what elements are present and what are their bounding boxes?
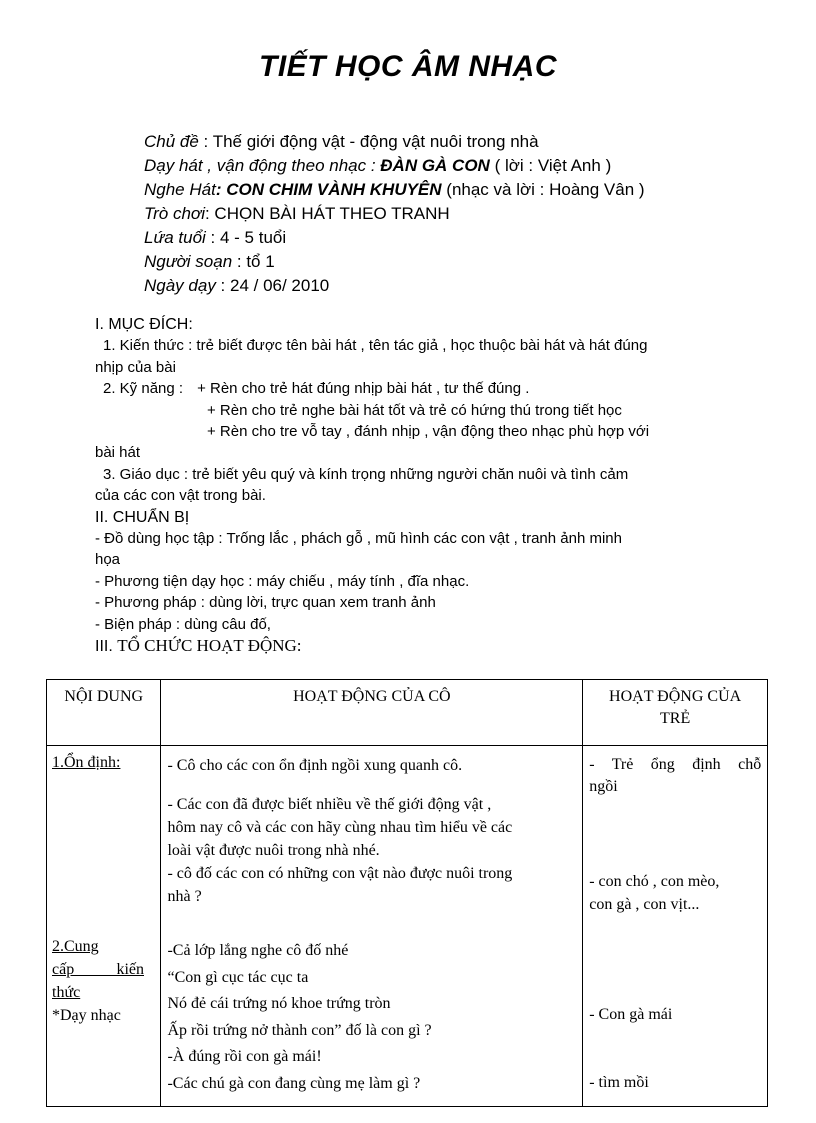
- date-row: [144, 274, 645, 298]
- teacher-line: hôm nay cô và các con hãy cùng nhau tìm hiểu về các: [167, 819, 513, 836]
- activities-title: TỔ CHỨC HOẠT ĐỘNG:: [117, 636, 302, 656]
- skill-2: + Rèn cho trẻ nghe bài hát tốt và trẻ có hứng thú trong tiết học: [207, 401, 622, 419]
- song-row: [144, 154, 645, 178]
- prep-measure: - Biện pháp : dùng câu đố,: [95, 615, 271, 633]
- prep-materials-cont: họa: [95, 551, 121, 569]
- teacher-line: Ấp rồi trứng nở thành con” đố là con gì ?: [167, 1021, 432, 1039]
- children-response-3: - Con gà mái: [589, 1006, 673, 1023]
- topic-row: [144, 130, 645, 154]
- content-cell: [47, 746, 161, 1107]
- activity-table: [46, 679, 768, 1107]
- teacher-line: - Các con đã được biết nhiều về thế giới động vật ,: [167, 796, 492, 813]
- date-value: : 24 / 06/ 2010: [215, 276, 330, 295]
- prep-equipment: - Phương tiện dạy học : máy chiếu , máy tính , đĩa nhạc.: [95, 572, 470, 590]
- author-label: Người soạn: [144, 252, 233, 271]
- objective-education: 3. Giáo dục : trẻ biết yêu quý và kính trọng những người chăn nuôi và tình cảm: [103, 465, 629, 483]
- objective-education-cont: của các con vật trong bài.: [95, 487, 266, 505]
- topic-value: : Thế giới động vật - động vật nuôi trong nhà: [198, 132, 539, 151]
- step-music: *Dạy nhạc: [52, 1007, 121, 1024]
- lesson-body: [95, 314, 735, 658]
- teacher-line: “Con gì cục tác cục ta: [167, 968, 309, 986]
- objective-knowledge-cont: nhịp của bài: [95, 358, 176, 376]
- step-knowledge-1: 2.Cung: [52, 938, 99, 955]
- teacher-line: nhà ?: [167, 888, 202, 905]
- teacher-line: -Cả lớp lắng nghe cô đố nhé: [167, 942, 349, 959]
- header-children: [583, 680, 768, 746]
- prep-materials: - Đồ dùng học tập : Trống lắc , phách gỗ , mũ hình các con vật , tranh ảnh minh: [95, 530, 622, 548]
- step-knowledge-3: thức: [52, 984, 81, 1001]
- age-row: [144, 226, 645, 250]
- skill-3: + Rèn cho tre vỗ tay , đánh nhịp , vận động theo nhạc phù hợp với: [207, 423, 650, 441]
- song-label: Dạy hát , vận động theo nhạc :: [144, 156, 381, 175]
- author-value: : tổ 1: [232, 252, 275, 271]
- step-stabilize: 1.Ổn định:: [52, 754, 121, 771]
- teacher-line: -Các chú gà con đang cùng mẹ làm gì ?: [167, 1074, 421, 1092]
- section-preparation-heading: II. CHUẨN BỊ: [95, 508, 190, 526]
- listening-song: : CON CHIM VÀNH KHUYÊN: [215, 180, 442, 199]
- section-objectives-heading: I. MỤC ĐÍCH:: [95, 316, 193, 333]
- skill-1: + Rèn cho trẻ hát đúng nhịp bài hát , tư thế đúng .: [197, 380, 530, 398]
- listening-label: Nghe Hát: [144, 180, 216, 199]
- teacher-cell: [161, 746, 583, 1107]
- lesson-info: [144, 130, 645, 298]
- prep-method: - Phương pháp : dùng lời, trực quan xem tranh ảnh: [95, 594, 436, 612]
- children-line: ngồi: [589, 778, 618, 795]
- game-row: [144, 202, 645, 226]
- table-row: [47, 746, 768, 1107]
- teacher-block-1: [167, 754, 577, 908]
- author-row: [144, 250, 645, 274]
- teacher-line: - Cô cho các con ổn định ngồi xung quanh cô.: [167, 757, 463, 774]
- children-response-2: [589, 870, 765, 916]
- listening-note: (nhạc và lời : Hoàng Vân ): [441, 180, 645, 199]
- page-title: TIẾT HỌC ÂM NHẠC: [259, 50, 557, 83]
- header-teacher: HOẠT ĐỘNG CỦA CÔ: [161, 680, 583, 746]
- step-knowledge-2: cấp kiến: [52, 961, 144, 978]
- listening-row: [144, 178, 645, 202]
- table-header-row: [47, 680, 768, 746]
- teacher-line: Nó đẻ cái trứng nó khoe trứng tròn: [167, 995, 391, 1012]
- objective-skills: [95, 378, 735, 399]
- children-response-1: [589, 754, 761, 798]
- teacher-line: loài vật được nuôi trong nhà nhé.: [167, 842, 380, 859]
- age-value: : 4 - 5 tuổi: [205, 228, 287, 247]
- age-label: Lứa tuổi: [144, 228, 206, 247]
- header-children-text: HOẠT ĐỘNG CỦA TRẺ: [609, 688, 742, 727]
- game-label: Trò chơi: [144, 204, 205, 223]
- date-label: Ngày dạy: [144, 276, 216, 295]
- objective-knowledge: 1. Kiến thức : trẻ biết được tên bài hát , tên tác giả , học thuộc bài hát và hát đúng: [103, 337, 648, 355]
- song-title: ĐÀN GÀ CON: [380, 156, 490, 175]
- topic-label: Chủ đề: [144, 132, 199, 151]
- game-value: : CHỌN BÀI HÁT THEO TRANH: [204, 204, 450, 223]
- children-response-4: - tìm mồi: [589, 1074, 649, 1091]
- skills-label: 2. Kỹ năng :: [103, 380, 184, 398]
- skill-3-cont: bài hát: [95, 444, 141, 462]
- children-line: con gà , con vịt...: [589, 896, 700, 913]
- teacher-line: - cô đố các con có những con vật nào được nuôi trong: [167, 865, 513, 882]
- teacher-block-2: [167, 938, 577, 1097]
- children-cell: [583, 746, 768, 1107]
- children-line: - con chó , con mèo,: [589, 873, 720, 890]
- step-knowledge: [52, 935, 144, 1027]
- children-line: - Trẻ ổng định chỗ: [589, 756, 762, 773]
- activities-prefix: III.: [95, 638, 118, 656]
- teacher-line: -À đúng rồi con gà mái!: [167, 1048, 322, 1065]
- header-content: NỘI DUNG: [47, 680, 161, 746]
- section-activities-heading: [95, 635, 735, 657]
- song-note: ( lời : Việt Anh ): [489, 156, 612, 175]
